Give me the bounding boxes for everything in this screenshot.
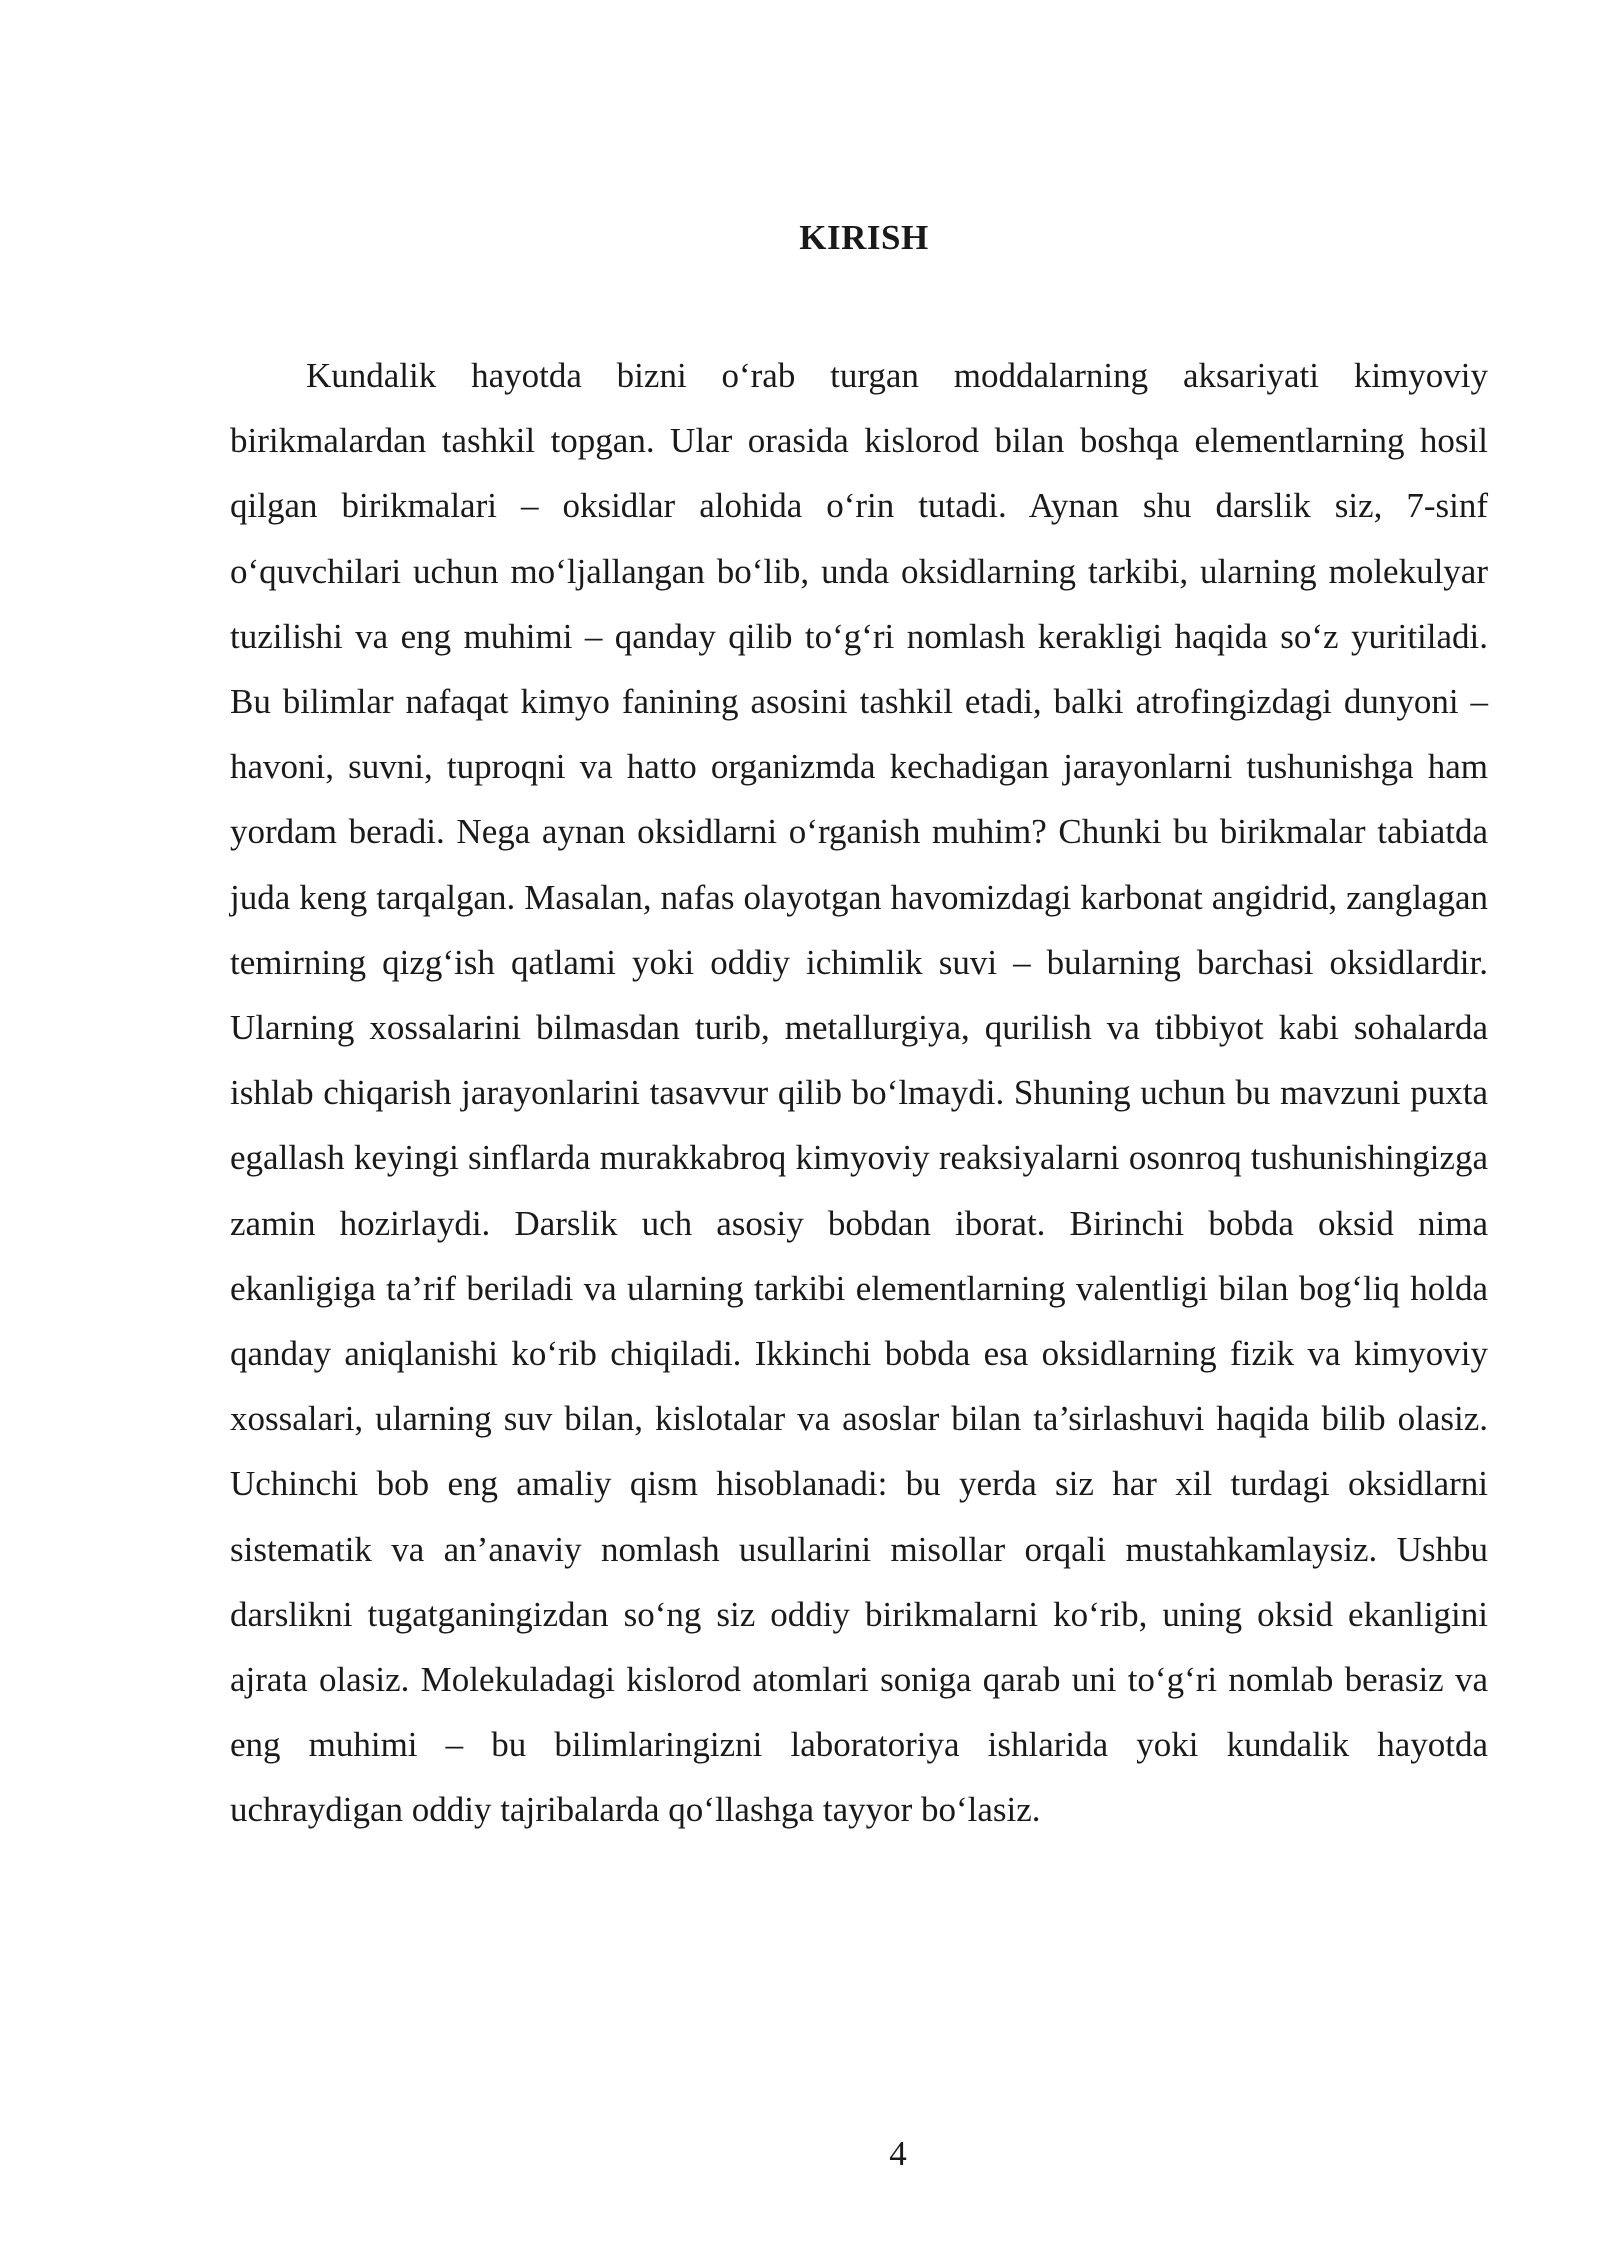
page-number: 4 xyxy=(889,2134,907,2173)
page-title: KIRISH xyxy=(799,218,929,257)
body-paragraph: Kundalik hayotda bizni o‘rab turgan moddalarning aksariyati kimyoviy birikmalardan tashkil topgan. Ular orasida kislorod bilan boshqa elementlarning hosil qilgan birikmalari – oksidlar alohida o‘rin tutadi. Aynan shu darslik siz, 7-sinf o‘quvchilari uchun mo‘ljallangan bo‘lib, unda oksidlarning tarkibi, ularning molekulyar tuzilishi va eng muhimi – qanday qilib to‘g‘ri nomlash kerakligi haqida so‘z yuritiladi. Bu bilimlar nafaqat kimyo fanining asosini tashkil etadi, balki atrofingizdagi dunyoni – havoni, suvni, tuproqni va hatto organizmda kechadigan jarayonlarni tushunishga ham yordam beradi. Nega aynan oksidlarni o‘rganish muhim? Chunki bu birikmalar tabiatda juda keng tarqalgan. Masalan, nafas olayotgan havomizdagi karbonat angidrid, zanglagan temirning qizg‘ish qatlami yoki oddiy ichimlik suvi – bularning barchasi oksidlardir. Ularning xossalarini bilmasdan turib, metallurgiya, qurilish va tibbiyot kabi sohalarda ishlab chiqarish jarayonlarini tasavvur qilib bo‘lmaydi. Shuning uchun bu mavzuni puxta egallash keyingi sinflarda murakkabroq kimyoviy reaksiyalarni osonroq tushunishingizga zamin hozirlaydi. Darslik uch asosiy bobdan iborat. Birinchi bobda oksid nima ekanligiga ta’rif beriladi va ularning tarkibi elementlarning valentligi bilan bog‘liq holda qanday aniqlanishi ko‘rib chiqiladi. Ikkinchi bobda esa oksidlarning fizik va kimyoviy xossalari, ularning suv bilan, kislotalar va asoslar bilan ta’sirlashuvi haqida bilib olasiz. Uchinchi bob eng amaliy qism hisoblanadi: bu yerda siz har xil turdagi oksidlarni sistematik va an’anaviy nomlash usullarini misollar orqali mustahkamlaysiz. Ushbu darslikni tugatganingizdan so‘ng siz oddiy birikmalarni ko‘rib, uning oksid ekanligini ajrata olasiz. Molekuladagi kislorod atomlari soniga qarab uni to‘g‘ri nomlab berasiz va eng muhimi – bu bilimlaringizni laboratoriya ishlarida yoki kundalik hayotda uchraydigan oddiy tajribalarda qo‘llashga tayyor bo‘lasiz. xyxy=(230,356,1488,1830)
